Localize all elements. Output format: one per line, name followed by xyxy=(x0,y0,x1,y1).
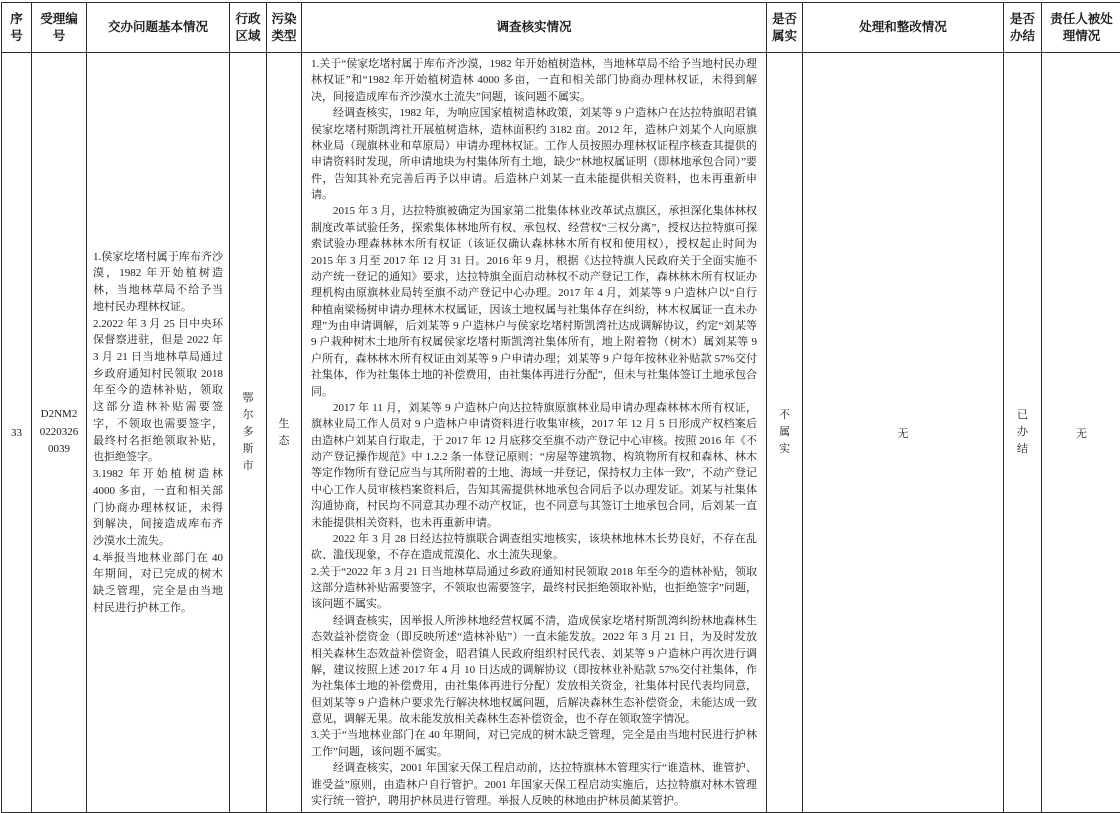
paragraph: 经调查核实，2001 年国家天保工程启动前，达拉特旗林木管理实行“谁造林、谁管护、谁受益”原则，由造林户自行管护。2001 年国家天保工程启动实施后，达拉特旗对林木管理实行统一管护，聘用护林员进行管理。举报人反映的林地由护林员蔺某管护。 xyxy=(311,760,757,809)
paragraph: 1.侯家圪堵村属于库布齐沙漠，1982 年开始植树造林，当地林草局不给予当地村民办理林权证。 xyxy=(93,249,223,316)
paragraph: 1.关于“侯家圪堵村属于库布齐沙漠，1982 年开始植树造林，当地林草局不给予当地村民办理林权证”和“1982 年开始植树造林 4000 多亩，一直和相关部门协商办理林权证，未得到解决，间接造成库布齐沙漠水土流失”问题，该问题不属实。 xyxy=(311,56,757,105)
header-is-true: 是否属实 xyxy=(767,3,803,53)
pollution-type-value: 生态 xyxy=(278,416,291,450)
header-case-number: 受理编号 xyxy=(32,3,87,53)
header-handling: 处理和整改情况 xyxy=(803,3,1004,53)
case-number-cell xyxy=(32,53,87,813)
investigation-cell xyxy=(302,53,767,813)
complaint-table xyxy=(1,2,1120,813)
header-pollution-type: 污染类型 xyxy=(267,3,302,53)
is-concluded-cell xyxy=(1004,53,1042,813)
paragraph: 经调查核实，1982 年，为响应国家植树造林政策，刘某等 9 户造林户在达拉特旗昭君镇侯家圪堵村斯凯湾社开展植树造林，造林面积约 3182 亩。2012 年，造林户刘某个人向原旗林业局（现旗林业和草原局）申请办理林权证。工作人员按照办理林权证程序核查其提供的申请资料时发现，所申请地块为村集体所有土地，缺少“林地权属证明（即林地承包合同）”要件，告知其补充完善后再予以申请。后造林户刘某一直未能提供相关资料，也未再重新申请。 xyxy=(311,105,757,203)
serial-cell: 33 xyxy=(2,53,32,813)
paragraph: 2015 年 3 月，达拉特旗被确定为国家第二批集体林业改革试点旗区，承担深化集体林权制度改革试验任务，探索集体林地所有权、承包权、经营权“三权分离”，授权达拉特旗可探索试验办理森林林木所有权证（该证仅确认森林林木所有权和使用权），授权起止时间为 2015 年 3 月至 2017 年 12 月 31 日。2016 年 9 月，根据《达拉特旗人民政府关于全面实施不动产统一登记的通知》要求，达拉特旗全面启动林权不动产登记工作，森林林木所有权证办理机构由原旗林业局转至旗不动产登记中心办理。2017 年 4 月，刘某等 9 户造林户以“自行种植南梁杨树申请办理林木权属证，因该土地权属与社集体存在纠纷，林木权属证一直未办理”为由申请调解，后刘某等 9 户造林户与侯家圪堵村斯凯湾社达成调解协议，约定“刘某等 9 户栽种树木土地所有权属侯家圪堵村斯凯湾社集体所有，地上附着物（树木）属刘某等 9 户所有，森林林木所有权证由刘某等 9 户申请办理；刘某等 9 户每年按林业补贴款 57%交付社集体，作为社集体土地的补偿费用，由社集体再进行分配”，但未与社集体签订土地承包合同。 xyxy=(311,203,757,400)
header-region: 行政区域 xyxy=(230,3,267,53)
header-accountability: 责任人被处理情况 xyxy=(1042,3,1120,53)
header-investigation: 调查核实情况 xyxy=(302,3,767,53)
problem-items xyxy=(93,249,223,617)
handling-cell: 无 xyxy=(803,53,1004,813)
is-concluded-value: 已办结 xyxy=(1016,407,1029,458)
investigation-paragraphs xyxy=(311,56,757,809)
table-row xyxy=(2,53,1120,813)
paragraph: 2.关于“2022 年 3 月 21 日当地林草局通过乡政府通知村民领取 2018 年至今的造林补贴，领取这部分造林补贴需要签字，不领取也需要签字，最终村民拒绝领取补贴，也拒绝签字”问题，该问题不属实。 xyxy=(311,564,757,613)
paragraph: 3.1982 年开始植树造林 4000 多亩，一直和相关部门协商办理林权证，未得到解决，间接造成库布齐沙漠水土流失。 xyxy=(93,466,223,550)
region-value: 鄂尔多斯市 xyxy=(242,390,255,475)
is-true-value: 不属实 xyxy=(778,407,791,458)
pollution-type-cell xyxy=(267,53,302,813)
header-row xyxy=(2,3,1120,53)
region-cell xyxy=(230,53,267,813)
header-serial: 序号 xyxy=(2,3,32,53)
header-problem: 交办问题基本情况 xyxy=(87,3,230,53)
paragraph: 经调查核实，因举报人所涉林地经营权属不清，造成侯家圪堵村斯凯湾纠纷林地森林生态效益补偿资金（即反映所述“造林补贴”）一直未能发放。2022 年 3 月 21 日，为及时发放相关森林生态效益补偿资金，昭君镇人民政府组织村民代表、刘某等 9 户造林户再次进行调解，建议按照上述 2017 年 4 月 10 日达成的调解协议（即按林业补贴款 57%交付社集体，作为社集体土地的补偿费用，由社集体再进行分配）发放相关资金，社集体村民代表均同意，但刘某等 9 户造林户要求先行解决林地权属问题，后解决森林生态补偿资金，未能达成一致意见，调解无果。故未能发放相关森林生态补偿资金，也不存在领取签字情况。 xyxy=(311,613,757,728)
paragraph: 2022 年 3 月 28 日经达拉特旗联合调查组实地核实，该块林地林木长势良好，不存在乱砍、滥伐现象，不存在造成荒漠化、水土流失现象。 xyxy=(311,531,757,564)
case-number: D2NM202203260039 xyxy=(33,406,85,459)
header-is-concluded: 是否办结 xyxy=(1004,3,1042,53)
paragraph: 4.举报当地林业部门在 40 年期间，对已完成的树木缺乏管理，完全是由当地村民进行护林工作。 xyxy=(93,550,223,617)
accountability-cell: 无 xyxy=(1042,53,1120,813)
is-true-cell xyxy=(767,53,803,813)
paragraph: 3.关于“当地林业部门在 40 年期间，对已完成的树木缺乏管理，完全是由当地村民进行护林工作”问题，该问题不属实。 xyxy=(311,727,757,760)
problem-cell xyxy=(87,53,230,813)
paragraph: 2017 年 11 月，刘某等 9 户造林户向达拉特旗原旗林业局申请办理森林林木所有权证，旗林业局工作人员对 9 户造林户申请资料进行收集审核，2017 年 12 月 5 日形成产权档案后由造林户刘某自行取走，于 2017 年 12 月底移交至旗不动产登记中心审核。按照 2016 年《不动产登记操作规范》中 1.2.2 条一体登记原则：“房屋等建筑物、构筑物所有权和森林、林木等定作物所有登记应当与其所附着的土地、海域一并登记，保持权力主体一致”，不动产登记中心工作人员审核档案资料后，告知其需提供林地承包合同后予以办理发证。刘某与社集体沟通协商，村民均不同意其办理不动产权证，也不同意与其签订土地承包合同，后刘某一直未能提供相关资料，也未再重新申请。 xyxy=(311,400,757,531)
paragraph: 2.2022 年 3 月 25 日中央环保督察进驻，但是 2022 年 3 月 21 日当地林草局通过乡政府通知村民领取 2018 年至今的造林补贴，领取这部分造林补贴需要签字，不领取也需要签字，最终村名拒绝领取补贴，也拒绝签字。 xyxy=(93,316,223,466)
